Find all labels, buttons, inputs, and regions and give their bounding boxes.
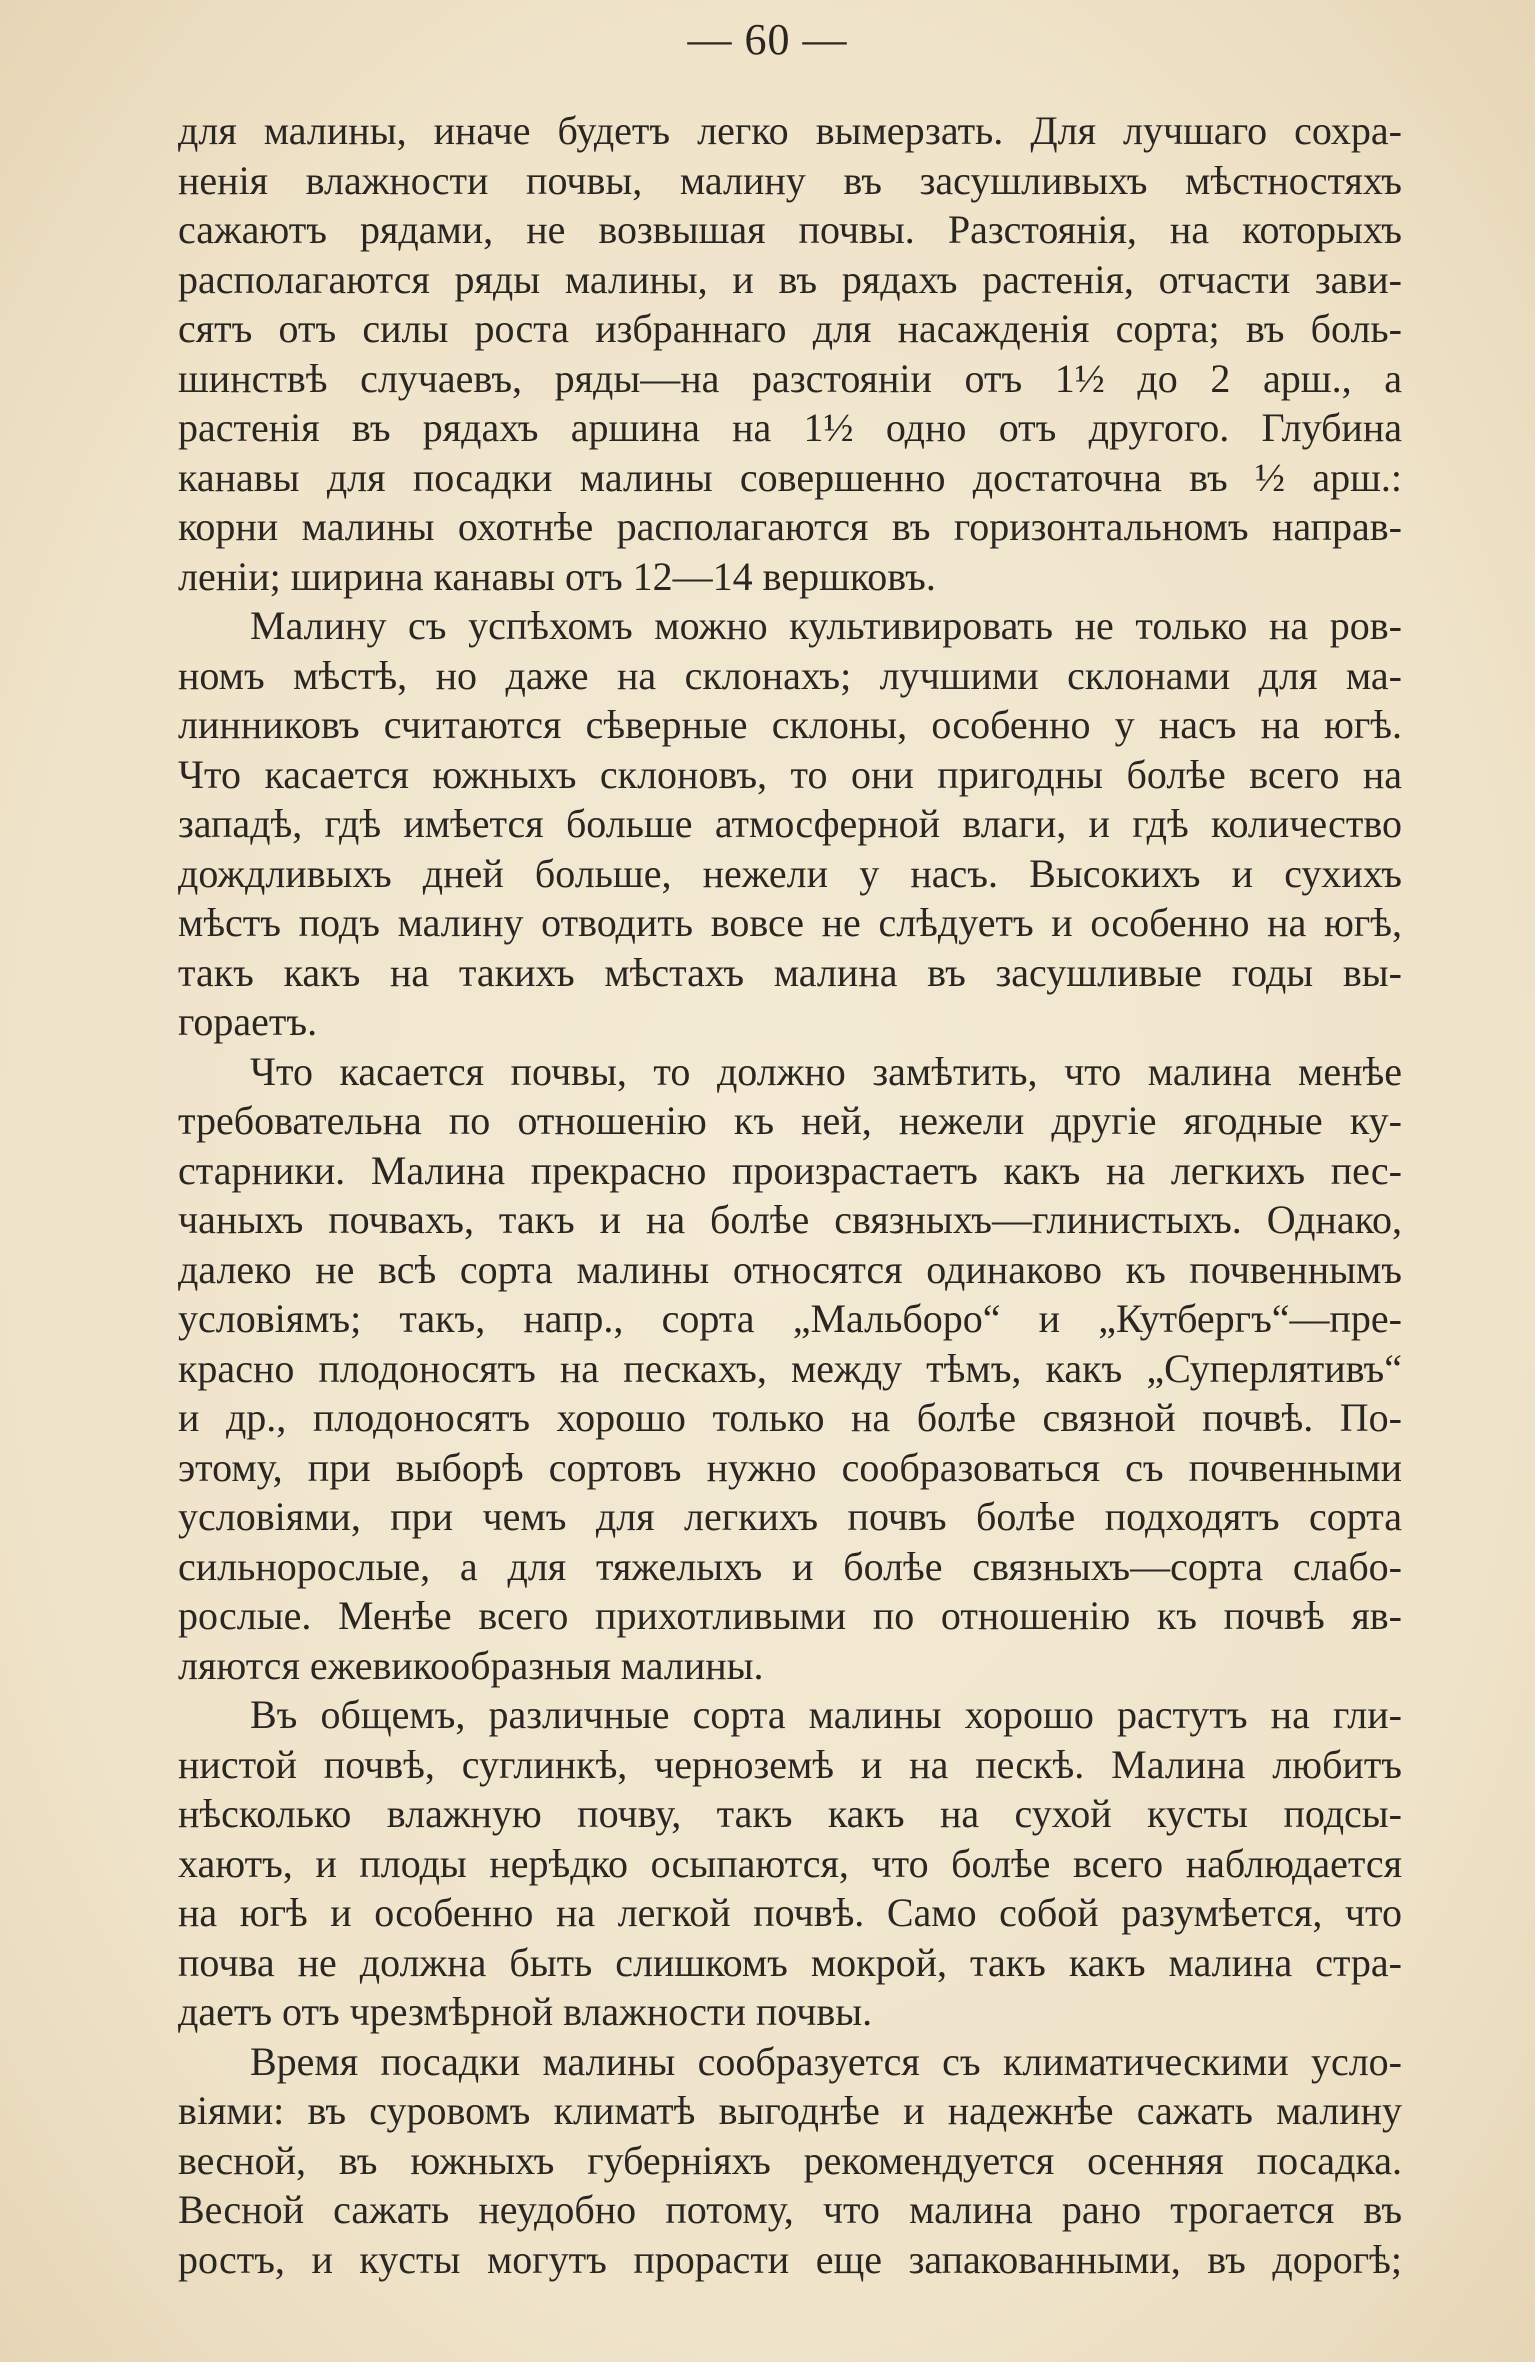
text-line: растенія въ рядахъ аршина на 1½ одно отъ другого. Глубина xyxy=(178,405,1402,450)
text-line: шинствѣ случаевъ, ряды—на разстояніи отъ 1½ до 2 арш., а xyxy=(178,355,1402,401)
paragraph-1 xyxy=(178,106,1402,601)
text-line: Что касается южныхъ склоновъ, то они пригодны болѣе всего на xyxy=(178,751,1402,797)
text-line: нѣсколько влажную почву, такъ какъ на сухой кусты подсы- xyxy=(178,1791,1402,1836)
text-line: сажаютъ рядами, не возвышая почвы. Разстоянія, на которыхъ xyxy=(178,207,1402,252)
text-line: Время посадки малины сообразуется съ климатическими усло- xyxy=(250,2038,1402,2084)
text-line: ростъ, и кусты могутъ прорасти еще запакованными, въ дорогѣ; xyxy=(178,2236,1402,2282)
text-line: старники. Малина прекрасно произрастаетъ какъ на легкихъ пес- xyxy=(178,1147,1402,1193)
text-line: віями: въ суровомъ климатѣ выгоднѣе и надежнѣе сажать малину xyxy=(178,2088,1402,2133)
text-line: красно плодоносятъ на пескахъ, между тѣмъ, какъ „Суперлятивъ“ xyxy=(178,1345,1402,1391)
paragraph-3 xyxy=(178,1047,1402,1691)
text-line: Что касается почвы, то должно замѣтить, что малина менѣе xyxy=(250,1048,1402,1094)
text-line: требовательна по отношенію къ ней, нежели другіе ягодные ку- xyxy=(178,1098,1402,1143)
text-line: Весной сажать неудобно потому, что малина рано трогается въ xyxy=(178,2187,1402,2232)
text-line: условіями, при чемъ для легкихъ почвъ болѣе подходятъ сорта xyxy=(178,1494,1402,1539)
text-line: номъ мѣстѣ, но даже на склонахъ; лучшими склонами для ма- xyxy=(178,652,1402,698)
text-line: далеко не всѣ сорта малины относятся одинаково къ почвеннымъ xyxy=(178,1246,1402,1292)
text-line: гораетъ. xyxy=(178,999,318,1044)
text-line: нистой почвѣ, суглинкѣ, черноземѣ и на пескѣ. Малина любитъ xyxy=(178,1741,1402,1787)
text-line: для малины, иначе будетъ легко вымерзать. Для лучшаго сохра- xyxy=(178,108,1402,153)
text-line: сятъ отъ силы роста избраннаго для насажденія сорта; въ боль- xyxy=(178,306,1402,351)
body-text xyxy=(178,106,1402,2284)
paragraph-2 xyxy=(178,601,1402,1047)
text-line: линниковъ считаются сѣверные склоны, особенно у насъ на югѣ. xyxy=(178,702,1402,747)
paragraph-4 xyxy=(178,1690,1402,2037)
text-line: условіямъ; такъ, напр., сорта „Мальборо“ и „Кутбергъ“—пре- xyxy=(178,1296,1402,1341)
text-line: канавы для посадки малины совершенно достаточна въ ½ арш.: xyxy=(178,454,1402,500)
text-line: дождливыхъ дней больше, нежели у насъ. Высокихъ и сухихъ xyxy=(178,850,1402,896)
text-line: леніи; ширина канавы отъ 12—14 вершковъ. xyxy=(178,553,936,599)
text-line: корни малины охотнѣе располагаются въ горизонтальномъ направ- xyxy=(178,504,1402,549)
text-line: мѣстъ подъ малину отводить вовсе не слѣдуетъ и особенно на югѣ, xyxy=(178,900,1402,945)
text-line: располагаются ряды малины, и въ рядахъ растенія, отчасти зави- xyxy=(178,256,1402,302)
text-line: ненія влажности почвы, малину въ засушливыхъ мѣстностяхъ xyxy=(178,157,1402,203)
text-line: хаютъ, и плоды нерѣдко осыпаются, что болѣе всего наблюдается xyxy=(178,1840,1402,1886)
text-line: Въ общемъ, различные сорта малины хорошо растутъ на гли- xyxy=(250,1692,1402,1737)
text-line: весной, въ южныхъ губерніяхъ рекомендуется осенняя посадка. xyxy=(178,2137,1402,2183)
text-line: ляются ежевикообразныя малины. xyxy=(178,1642,764,1688)
text-line: на югѣ и особенно на легкой почвѣ. Само собой разумѣется, что xyxy=(178,1890,1402,1935)
paragraph-5 xyxy=(178,2037,1402,2285)
text-line: такъ какъ на такихъ мѣстахъ малина въ засушливые годы вы- xyxy=(178,949,1402,995)
text-line: этому, при выборѣ сортовъ нужно сообразоваться съ почвенными xyxy=(178,1444,1402,1490)
text-line: даетъ отъ чрезмѣрной влажности почвы. xyxy=(178,1989,873,2034)
text-line: рослые. Менѣе всего прихотливыми по отношенію къ почвѣ яв- xyxy=(178,1593,1402,1638)
text-line: Малину съ успѣхомъ можно культивировать не только на ров- xyxy=(250,603,1402,648)
page-number: — 60 — xyxy=(687,15,848,64)
text-line: чаныхъ почвахъ, такъ и на болѣе связныхъ—глинистыхъ. Однако, xyxy=(178,1197,1402,1242)
text-line: и др., плодоносятъ хорошо только на болѣе связной почвѣ. По- xyxy=(178,1395,1402,1440)
text-line: почва не должна быть слишкомъ мокрой, такъ какъ малина стра- xyxy=(178,1939,1402,1985)
text-line: сильнорослые, а для тяжелыхъ и болѣе связныхъ—сорта слабо- xyxy=(178,1543,1402,1589)
text-line: западѣ, гдѣ имѣется больше атмосферной влаги, и гдѣ количество xyxy=(178,801,1402,846)
